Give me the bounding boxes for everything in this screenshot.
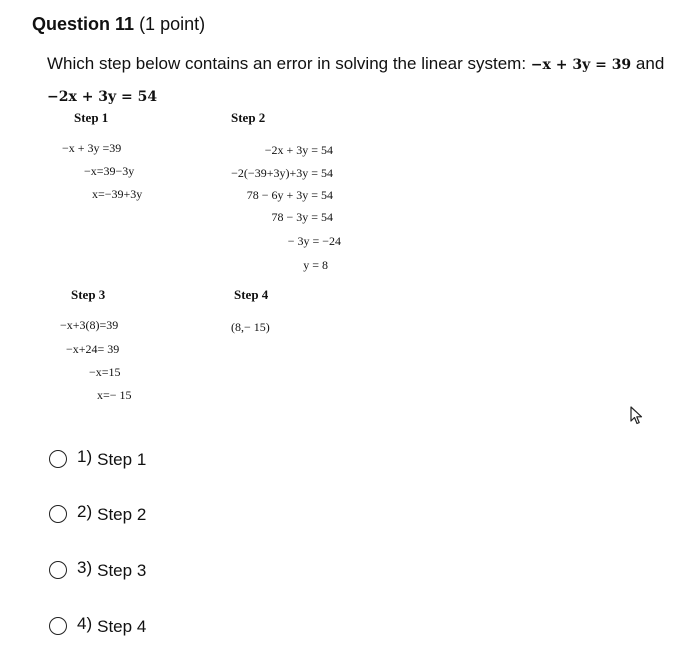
step-2-line: −2(−39+3y)+3y = 54 [231, 166, 333, 180]
step-2-line: − 3y = −24 [287, 234, 341, 248]
step-1-title: Step 1 [74, 110, 109, 125]
answer-option-3[interactable] [49, 558, 146, 581]
prompt-equation-1: −x + 3y = 39 [530, 57, 632, 73]
step-1-line: −x=39−3y [84, 164, 135, 178]
step-3-line: −x=15 [89, 365, 121, 379]
option-label: Step 1 [97, 450, 147, 469]
radio-button-icon[interactable] [49, 561, 67, 579]
question-prompt [47, 54, 687, 75]
question-title: Question 11 [32, 14, 135, 34]
option-number: 1) [77, 447, 93, 466]
step-2-line: −2x + 3y = 54 [264, 143, 333, 157]
step-1-line: −x + 3y =39 [62, 141, 122, 155]
question-header [32, 14, 205, 35]
step-1-line: x=−39+3y [92, 187, 143, 201]
step-3-title: Step 3 [71, 287, 106, 302]
option-number: 4) [77, 614, 93, 633]
prompt-text: Which step below contains an error in solving the linear system: [47, 54, 531, 73]
prompt-joiner: and [631, 54, 665, 73]
option-label: Step 4 [97, 617, 147, 636]
radio-button-icon[interactable] [49, 617, 67, 635]
answer-option-2[interactable] [49, 502, 146, 525]
step-2-line: 78 − 6y + 3y = 54 [246, 188, 333, 202]
prompt-equation-2: −2x + 3y = 54 [47, 89, 158, 105]
step-3-line: −x+24= 39 [66, 342, 120, 356]
radio-button-icon[interactable] [49, 450, 67, 468]
answer-option-4[interactable] [49, 614, 146, 637]
option-number: 2) [77, 502, 93, 521]
option-label: Step 2 [97, 505, 147, 524]
answer-option-1[interactable] [49, 447, 146, 470]
question-prompt-line-2 [47, 86, 687, 107]
option-number: 3) [77, 558, 93, 577]
mouse-pointer-icon [630, 406, 644, 431]
step-3-line: −x+3(8)=39 [60, 318, 119, 332]
step-2-line: y = 8 [303, 258, 328, 272]
step-3-line: x=− 15 [97, 388, 132, 402]
radio-button-icon[interactable] [49, 505, 67, 523]
step-4-title: Step 4 [234, 287, 269, 302]
option-label: Step 3 [97, 561, 147, 580]
question-points: (1 point) [139, 14, 206, 34]
step-2-title: Step 2 [231, 110, 266, 125]
step-4-line: (8,− 15) [231, 320, 270, 334]
step-2-line: 78 − 3y = 54 [271, 210, 333, 224]
